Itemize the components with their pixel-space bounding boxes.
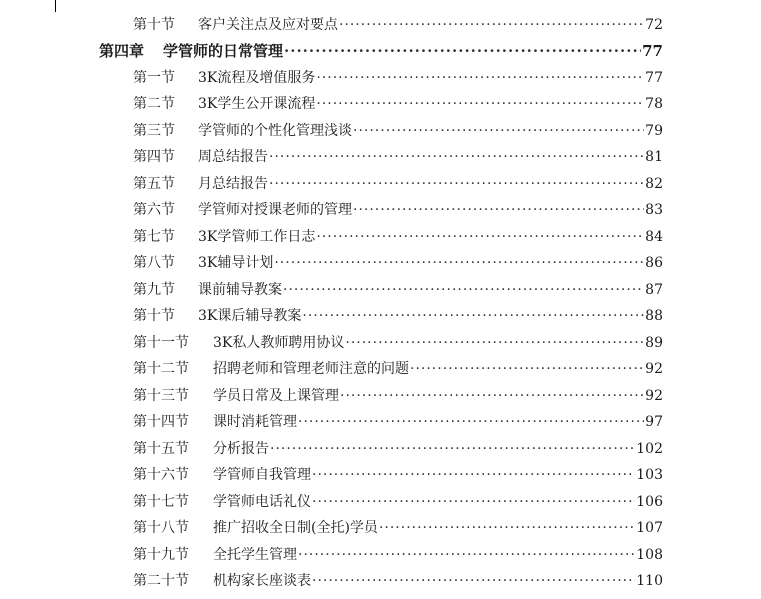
entry-title: 3K课后辅导教案 bbox=[198, 308, 302, 324]
entry-page: 97 bbox=[645, 414, 663, 430]
toc-entry[interactable] bbox=[133, 252, 663, 274]
entry-page: 77 bbox=[645, 70, 663, 86]
leader-dots bbox=[379, 517, 635, 539]
chapter-page: 77 bbox=[642, 42, 663, 60]
leader-dots bbox=[316, 93, 644, 115]
leader-dots bbox=[345, 332, 644, 354]
entry-title: 推广招收全日制(全托)学员 bbox=[213, 520, 378, 536]
toc-entry[interactable] bbox=[133, 226, 663, 248]
toc-entry[interactable] bbox=[133, 14, 663, 36]
entry-title: 机构家长座谈表 bbox=[213, 573, 311, 589]
entry-page: 84 bbox=[645, 229, 663, 245]
entry-title: 月总结报告 bbox=[198, 176, 268, 192]
entry-title: 课时消耗管理 bbox=[213, 414, 297, 430]
entry-page: 82 bbox=[645, 176, 663, 192]
entry-label: 第十六节 bbox=[133, 467, 189, 483]
entry-title: 3K学生公开课流程 bbox=[198, 96, 316, 112]
toc-entry[interactable] bbox=[133, 517, 663, 539]
toc-entry[interactable] bbox=[133, 358, 663, 380]
leader-dots bbox=[339, 14, 644, 36]
leader-dots bbox=[312, 491, 635, 513]
toc-entry[interactable] bbox=[133, 544, 663, 566]
entry-title: 学员日常及上课管理 bbox=[213, 388, 339, 404]
entry-page: 108 bbox=[636, 547, 663, 563]
leader-dots bbox=[274, 252, 644, 274]
entry-label: 第一节 bbox=[133, 70, 175, 86]
toc-entry[interactable] bbox=[133, 464, 663, 486]
leader-dots bbox=[284, 40, 641, 62]
entry-page: 107 bbox=[636, 520, 663, 536]
leader-dots bbox=[298, 411, 644, 433]
entry-label: 第四节 bbox=[133, 149, 175, 165]
entry-title: 客户关注点及应对要点 bbox=[198, 17, 338, 33]
leader-dots bbox=[298, 544, 635, 566]
entry-title: 全托学生管理 bbox=[213, 547, 297, 563]
entry-page: 92 bbox=[645, 361, 663, 377]
entry-title: 学管师自我管理 bbox=[213, 467, 311, 483]
leader-dots bbox=[269, 173, 644, 195]
entry-label: 第十八节 bbox=[133, 520, 189, 536]
leader-dots bbox=[270, 438, 635, 460]
entry-page: 88 bbox=[645, 308, 663, 324]
entry-label: 第十五节 bbox=[133, 441, 189, 457]
leader-dots bbox=[269, 146, 644, 168]
toc-entry[interactable] bbox=[133, 279, 663, 301]
leader-dots bbox=[410, 358, 644, 380]
entry-label: 第十节 bbox=[133, 17, 175, 33]
toc-entry[interactable] bbox=[133, 146, 663, 168]
entry-label: 第二节 bbox=[133, 96, 175, 112]
toc-entry[interactable] bbox=[133, 491, 663, 513]
entry-page: 92 bbox=[645, 388, 663, 404]
entry-page: 87 bbox=[645, 282, 663, 298]
toc-entry[interactable] bbox=[133, 385, 663, 407]
toc-entry[interactable] bbox=[133, 438, 663, 460]
entry-label: 第八节 bbox=[133, 255, 175, 271]
leader-dots bbox=[353, 120, 644, 142]
toc-entry[interactable] bbox=[133, 570, 663, 592]
entry-label: 第十节 bbox=[133, 308, 175, 324]
entry-title: 课前辅导教案 bbox=[198, 282, 282, 298]
leader-dots bbox=[353, 199, 644, 221]
entry-label: 第九节 bbox=[133, 282, 175, 298]
entry-label: 第十四节 bbox=[133, 414, 189, 430]
entry-page: 83 bbox=[645, 202, 663, 218]
entry-title: 学管师的个性化管理浅谈 bbox=[198, 123, 352, 139]
entry-title: 学管师电话礼仪 bbox=[213, 494, 311, 510]
entry-page: 86 bbox=[645, 255, 663, 271]
entry-title: 3K辅导计划 bbox=[198, 255, 274, 271]
entry-page: 72 bbox=[645, 17, 663, 33]
chapter-title: 学管师的日常管理 bbox=[163, 42, 284, 60]
leader-dots bbox=[302, 305, 644, 327]
leader-dots bbox=[283, 279, 644, 301]
entry-title: 学管师对授课老师的管理 bbox=[198, 202, 352, 218]
entry-title: 招聘老师和管理老师注意的问题 bbox=[213, 361, 409, 377]
entry-title: 周总结报告 bbox=[198, 149, 268, 165]
toc-entry[interactable] bbox=[133, 411, 663, 433]
entry-page: 89 bbox=[645, 335, 663, 351]
entry-title: 3K学管师工作日志 bbox=[198, 229, 316, 245]
toc-chapter-entry[interactable] bbox=[99, 40, 663, 62]
entry-title: 分析报告 bbox=[213, 441, 269, 457]
leader-dots bbox=[312, 570, 635, 592]
entry-label: 第十一节 bbox=[133, 335, 189, 351]
entry-page: 106 bbox=[636, 494, 663, 510]
entry-label: 第十三节 bbox=[133, 388, 189, 404]
entry-title: 3K私人教师聘用协议 bbox=[213, 335, 345, 351]
toc-entry[interactable] bbox=[133, 332, 663, 354]
entry-page: 78 bbox=[645, 96, 663, 112]
entry-label: 第七节 bbox=[133, 229, 175, 245]
entry-label: 第十二节 bbox=[133, 361, 189, 377]
entry-title: 3K流程及增值服务 bbox=[198, 70, 316, 86]
entry-label: 第三节 bbox=[133, 123, 175, 139]
entry-page: 81 bbox=[645, 149, 663, 165]
toc-entry[interactable] bbox=[133, 120, 663, 142]
entry-label: 第二十节 bbox=[133, 573, 189, 589]
entry-label: 第五节 bbox=[133, 176, 175, 192]
toc-entry[interactable] bbox=[133, 199, 663, 221]
leader-dots bbox=[316, 226, 644, 248]
leader-dots bbox=[316, 67, 644, 89]
toc-entry[interactable] bbox=[133, 93, 663, 115]
entry-label: 第十七节 bbox=[133, 494, 189, 510]
leader-dots bbox=[312, 464, 635, 486]
entry-page: 79 bbox=[645, 123, 663, 139]
entry-label: 第十九节 bbox=[133, 547, 189, 563]
entry-page: 102 bbox=[636, 441, 663, 457]
entry-page: 103 bbox=[636, 467, 663, 483]
toc-entry[interactable] bbox=[133, 67, 663, 89]
entry-label: 第六节 bbox=[133, 202, 175, 218]
entry-page: 110 bbox=[636, 573, 663, 589]
toc-entry[interactable] bbox=[133, 305, 663, 327]
chapter-label: 第四章 bbox=[99, 42, 145, 60]
leader-dots bbox=[340, 385, 644, 407]
toc-entry[interactable] bbox=[133, 173, 663, 195]
